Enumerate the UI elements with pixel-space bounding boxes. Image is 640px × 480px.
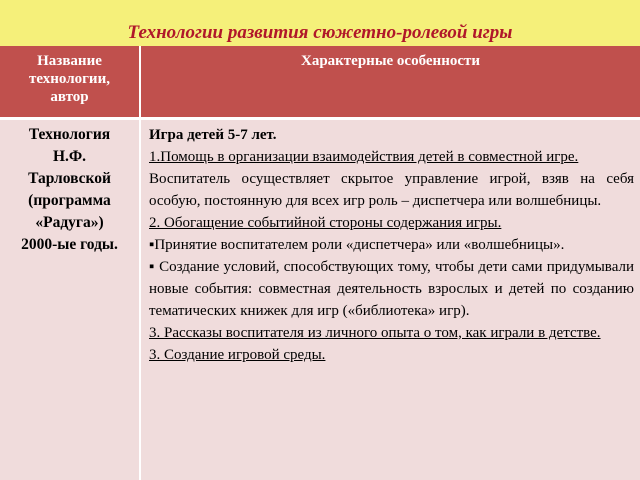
header-line: автор: [50, 89, 89, 105]
table-header-row: [0, 46, 640, 118]
header-characteristics: Характерные особенности: [140, 46, 640, 118]
bullet-item: [149, 256, 634, 322]
technology-line: (программа: [28, 191, 111, 209]
slide-title: Технологии развития сюжетно-ролевой игры: [127, 22, 513, 43]
point-1: 1.Помощь в организации взаимодействия детей в совместной игре.: [149, 148, 579, 165]
technology-table: [0, 46, 640, 480]
bullet-text: Принятие воспитателем роли «диспетчера» или «волшебницы».: [154, 236, 565, 253]
characteristics-cell: [140, 118, 640, 480]
technology-line: «Радуга»): [35, 213, 104, 231]
bullet-icon: ▪: [149, 236, 155, 253]
technology-line: 2000-ые годы.: [21, 235, 118, 253]
point-1-description: Воспитатель осуществляет скрытое управление игрой, взяв на себя особую, постоянную для всех игр роль – диспетчера или волшебницы.: [149, 170, 634, 209]
age-heading: Игра детей 5-7 лет.: [149, 126, 277, 143]
technology-line: Технология: [28, 125, 111, 143]
bullet-item: [149, 234, 634, 256]
technology-line: Н.Ф.: [52, 147, 87, 165]
technology-name-cell: [0, 118, 140, 480]
header-line: технологии,: [29, 71, 110, 87]
point-3: 3. Рассказы воспитателя из личного опыта о том, как играли в детстве.: [149, 324, 601, 341]
bullet-icon: ▪: [149, 258, 160, 275]
point-4: 3. Создание игровой среды.: [149, 346, 326, 363]
header-technology-author: [0, 46, 140, 118]
point-2: 2. Обогащение событийной стороны содержания игры.: [149, 214, 502, 231]
technology-line: Тарловской: [28, 169, 111, 187]
table-row: [0, 118, 640, 480]
bullet-text: Создание условий, способствующих тому, чтобы дети сами придумывали новые события: совместная деятельность взрослых и детей по созданию тематических книжек для игр («библиотека» игр).: [149, 258, 634, 319]
header-line: Название: [37, 53, 102, 69]
